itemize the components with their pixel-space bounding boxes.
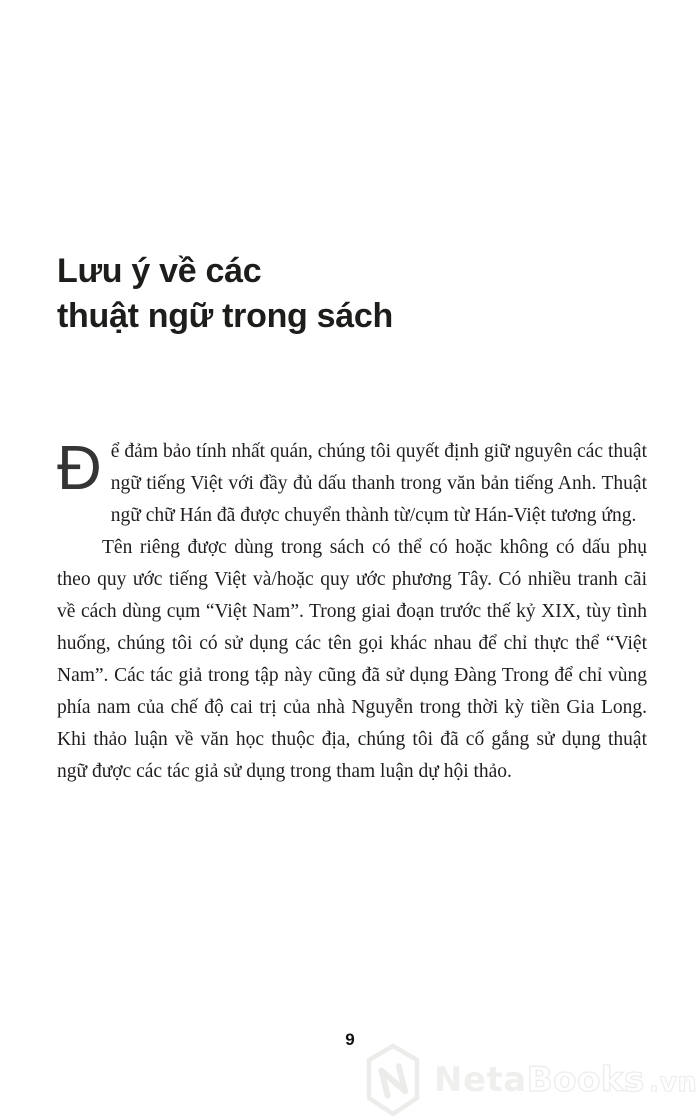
watermark-wordmark xyxy=(434,1060,697,1100)
paragraph-1-text: ể đảm bảo tính nhất quán, chúng tôi quyết định giữ nguyên các thuật ngữ tiếng Việt với đầy đủ dấu thanh trong văn bản tiếng Anh. Thuật ngữ chữ Hán đã được chuyển thành từ/cụm từ Hán-Việt tương ứng. xyxy=(110,441,647,526)
watermark-text-books: Books xyxy=(526,1060,645,1100)
chapter-title-line2: thuật ngữ trong sách xyxy=(57,296,393,335)
watermark-text-vn: .vn xyxy=(648,1067,698,1098)
chapter-title-line1: Lưu ý về các xyxy=(57,251,262,290)
netabooks-hexagon-n-logo xyxy=(364,1042,422,1118)
chapter-title xyxy=(57,249,393,339)
page-number: 9 xyxy=(345,1030,355,1049)
watermark-text-neta: Neta xyxy=(434,1060,527,1100)
netabooks-watermark xyxy=(364,1042,697,1118)
paragraph-2: Tên riêng được dùng trong sách có thể có hoặc không có dấu phụ theo quy ước tiếng Việt và/hoặc quy ước phương Tây. Có nhiều tranh cãi về cách dùng cụm “Việt Nam”. Trong giai đoạn trước thế kỷ XIX, tùy tình huống, chúng tôi có sử dụng các tên gọi khác nhau để chỉ thực thể “Việt Nam”. Các tác giả trong tập này cũng đã sử dụng Đàng Trong để chỉ vùng phía nam của chế độ cai trị của nhà Nguyễn trong thời kỳ tiền Gia Long. Khi thảo luận về văn học thuộc địa, chúng tôi đã cố gắng sử dụng thuật ngữ được các tác giả sử dụng trong tham luận dự hội thảo. xyxy=(57,537,647,782)
dropcap-letter: Đ xyxy=(57,434,102,503)
paragraph-1 xyxy=(57,436,647,532)
body-text xyxy=(57,436,647,788)
